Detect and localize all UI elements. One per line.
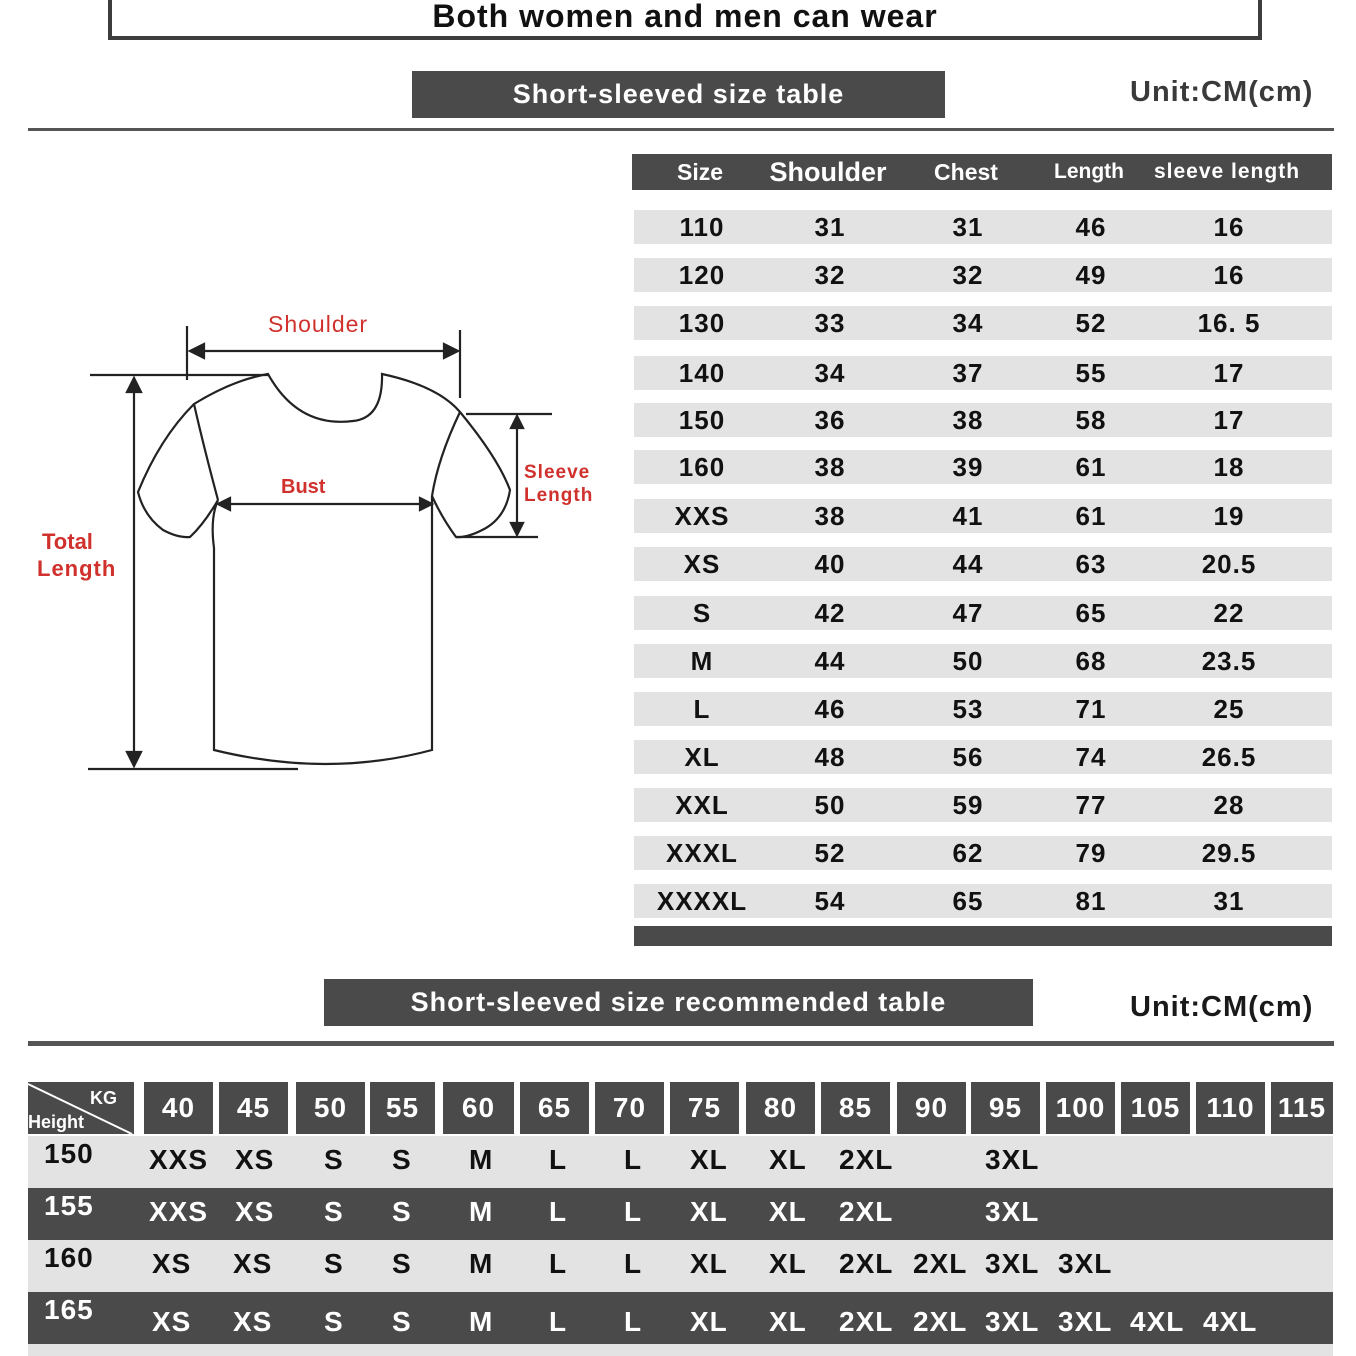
page-title: Both women and men can wear	[432, 0, 938, 34]
cell-chest: 44	[952, 548, 984, 579]
size-table-header	[632, 154, 1332, 190]
col-length: Length	[1054, 160, 1124, 183]
cell-chest: 41	[952, 500, 984, 531]
size-cell: XXS	[149, 1144, 209, 1175]
cell-sleeve: 25	[1213, 693, 1245, 724]
size-cell: S	[392, 1248, 412, 1279]
size-cell: M	[469, 1306, 494, 1337]
weight-header: 90	[897, 1082, 966, 1134]
cell-sleeve: 19	[1213, 500, 1245, 531]
table-row	[634, 547, 1332, 581]
col-shoulder: Shoulder	[769, 156, 887, 187]
size-cell: 3XL	[985, 1196, 1040, 1227]
size-table-footer-bar	[634, 926, 1332, 946]
size-cell: 4XL	[1130, 1306, 1185, 1337]
table-row	[634, 884, 1332, 918]
size-cell: 2XL	[913, 1248, 968, 1279]
cell-length: 77	[1075, 789, 1107, 820]
table-row	[634, 788, 1332, 822]
weight-header: 40	[144, 1082, 213, 1134]
size-cell: S	[392, 1306, 412, 1337]
weight-header: 85	[821, 1082, 890, 1134]
cell-length: 46	[1075, 211, 1107, 242]
size-cell: S	[324, 1144, 344, 1175]
cell-size: XXXXL	[656, 885, 748, 916]
size-cell: XL	[769, 1248, 807, 1279]
cell-chest: 65	[952, 885, 984, 916]
cell-size: S	[692, 597, 712, 628]
size-cell: L	[549, 1196, 568, 1227]
cell-sleeve: 17	[1213, 404, 1245, 435]
cell-size: L	[693, 693, 711, 724]
size-table-banner-label: Short-sleeved size table	[512, 79, 845, 109]
section-divider	[28, 128, 1334, 131]
cell-chest: 53	[952, 693, 984, 724]
size-cell: 2XL	[913, 1306, 968, 1337]
cell-shoulder: 38	[814, 500, 846, 531]
cell-shoulder: 46	[814, 693, 846, 724]
size-cell: XL	[690, 1196, 728, 1227]
row-height: 160	[44, 1242, 94, 1273]
size-cell: S	[324, 1248, 344, 1279]
size-cell: XS	[233, 1306, 273, 1337]
size-cell: 4XL	[1203, 1306, 1258, 1337]
size-cell: XL	[690, 1306, 728, 1337]
row-height: 165	[44, 1294, 94, 1325]
cell-sleeve: 31	[1213, 885, 1245, 916]
recommend-row	[28, 1136, 1333, 1188]
table-row	[634, 210, 1332, 244]
cell-length: 58	[1075, 404, 1107, 435]
size-cell: 2XL	[839, 1196, 894, 1227]
cell-length: 65	[1075, 597, 1107, 628]
cell-length: 63	[1075, 548, 1107, 579]
cell-shoulder: 40	[814, 548, 846, 579]
corner-header-cell	[28, 1082, 134, 1134]
cell-shoulder: 32	[814, 259, 846, 290]
cell-sleeve: 20.5	[1201, 548, 1257, 579]
cell-size: 130	[678, 307, 726, 338]
partial-next-row	[28, 1344, 1333, 1356]
size-cell: L	[549, 1306, 568, 1337]
cell-chest: 31	[952, 211, 984, 242]
cell-length: 52	[1075, 307, 1107, 338]
size-cell: S	[392, 1196, 412, 1227]
cell-length: 61	[1075, 451, 1107, 482]
bust-label: Bust	[281, 476, 326, 498]
size-table-banner	[412, 71, 945, 118]
size-cell: XXS	[149, 1196, 209, 1227]
recommend-table-banner-label: Short-sleeved size recommended table	[410, 987, 947, 1017]
cell-shoulder: 34	[814, 357, 846, 388]
size-cell: M	[469, 1144, 494, 1175]
weight-header: 60	[443, 1082, 514, 1134]
recommend-row	[28, 1292, 1333, 1344]
size-cell: XL	[769, 1306, 807, 1337]
row-height: 150	[44, 1138, 94, 1169]
cell-chest: 50	[952, 645, 984, 676]
size-table-unit: Unit:CM(cm)	[1130, 76, 1314, 108]
size-cell: 3XL	[1058, 1306, 1113, 1337]
size-cell: S	[324, 1306, 344, 1337]
cell-chest: 38	[952, 404, 984, 435]
weight-header: 75	[670, 1082, 739, 1134]
cell-length: 71	[1075, 693, 1107, 724]
cell-shoulder: 42	[814, 597, 846, 628]
col-sleeve-length: sleeve length	[1153, 160, 1301, 183]
row-height: 155	[44, 1190, 94, 1221]
table-row	[634, 836, 1332, 870]
table-row	[634, 403, 1332, 437]
size-cell: XL	[769, 1196, 807, 1227]
cell-shoulder: 54	[814, 885, 846, 916]
cell-shoulder: 36	[814, 404, 846, 435]
table-row	[634, 644, 1332, 678]
sleeve-label-line1: Sleeve	[524, 462, 591, 483]
cell-chest: 39	[952, 451, 984, 482]
table-row	[634, 596, 1332, 630]
weight-header: 55	[370, 1082, 435, 1134]
cell-sleeve: 18	[1213, 451, 1245, 482]
cell-shoulder: 48	[814, 741, 846, 772]
cell-shoulder: 52	[814, 837, 846, 868]
size-cell: XS	[152, 1306, 192, 1337]
size-cell: L	[549, 1144, 568, 1175]
recommend-table-unit: Unit:CM(cm)	[1130, 991, 1314, 1023]
weight-header: 65	[520, 1082, 589, 1134]
size-cell: L	[549, 1248, 568, 1279]
cell-size: XL	[684, 741, 720, 772]
cell-sleeve: 28	[1213, 789, 1245, 820]
size-cell: L	[624, 1306, 643, 1337]
cell-size: M	[690, 645, 714, 676]
weight-header: 45	[219, 1082, 288, 1134]
cell-length: 81	[1075, 885, 1107, 916]
size-cell: XS	[233, 1248, 273, 1279]
size-cell: L	[624, 1248, 643, 1279]
cell-sleeve: 29.5	[1201, 837, 1257, 868]
cell-sleeve: 16. 5	[1197, 307, 1261, 338]
cell-length: 55	[1075, 357, 1107, 388]
cell-chest: 56	[952, 741, 984, 772]
tshirt-diagram	[28, 318, 608, 788]
cell-sleeve: 23.5	[1201, 645, 1257, 676]
cell-sleeve: 16	[1213, 211, 1245, 242]
cell-size: XXXL	[666, 837, 738, 868]
weight-header: 105	[1121, 1082, 1190, 1134]
size-cell: S	[324, 1196, 344, 1227]
cell-sleeve: 22	[1213, 597, 1245, 628]
title-box	[108, 0, 1262, 40]
table-row	[634, 258, 1332, 292]
size-cell: 2XL	[839, 1144, 894, 1175]
weight-header: 115	[1271, 1082, 1333, 1134]
size-cell: XL	[690, 1144, 728, 1175]
cell-size: 150	[678, 404, 726, 435]
cell-chest: 47	[952, 597, 984, 628]
size-cell: XL	[769, 1144, 807, 1175]
size-cell: 2XL	[839, 1306, 894, 1337]
section-divider	[28, 1041, 1334, 1046]
size-cell: XS	[152, 1248, 192, 1279]
cell-length: 49	[1075, 259, 1107, 290]
size-cell: XL	[690, 1248, 728, 1279]
size-cell: S	[392, 1144, 412, 1175]
cell-sleeve: 17	[1213, 357, 1245, 388]
size-cell: XS	[235, 1144, 275, 1175]
table-row	[634, 450, 1332, 484]
sleeve-label-line2: Length	[524, 485, 594, 506]
size-cell: 3XL	[1058, 1248, 1113, 1279]
shoulder-label: Shoulder	[268, 311, 369, 337]
cell-sleeve: 16	[1213, 259, 1245, 290]
cell-size: 140	[678, 357, 726, 388]
size-cell: 3XL	[985, 1144, 1040, 1175]
recommend-row	[28, 1240, 1333, 1292]
cell-shoulder: 31	[814, 211, 846, 242]
cell-size: 120	[678, 259, 726, 290]
size-cell: XS	[235, 1196, 275, 1227]
cell-chest: 59	[952, 789, 984, 820]
cell-size: XXL	[675, 789, 729, 820]
cell-sleeve: 26.5	[1201, 741, 1257, 772]
size-cell: 2XL	[839, 1248, 894, 1279]
table-row	[634, 499, 1332, 533]
cell-length: 79	[1075, 837, 1107, 868]
cell-size: XS	[683, 548, 721, 579]
table-row	[634, 356, 1332, 390]
table-row	[634, 692, 1332, 726]
size-cell: M	[469, 1248, 494, 1279]
corner-kg-label: KG	[90, 1088, 117, 1108]
recommend-row	[28, 1188, 1333, 1240]
col-size: Size	[676, 158, 724, 185]
cell-size: 110	[679, 211, 725, 242]
table-row	[634, 740, 1332, 774]
col-chest: Chest	[934, 158, 998, 185]
cell-chest: 37	[952, 357, 984, 388]
cell-size: 160	[678, 451, 726, 482]
cell-length: 74	[1075, 741, 1107, 772]
size-cell: 3XL	[985, 1306, 1040, 1337]
weight-header: 100	[1046, 1082, 1115, 1134]
cell-length: 61	[1075, 500, 1107, 531]
cell-shoulder: 44	[814, 645, 846, 676]
cell-chest: 32	[952, 259, 984, 290]
size-cell: 3XL	[985, 1248, 1040, 1279]
weight-header: 95	[971, 1082, 1040, 1134]
cell-chest: 62	[952, 837, 984, 868]
weight-header: 80	[746, 1082, 815, 1134]
corner-height-label: Height	[28, 1112, 84, 1132]
table-row	[634, 306, 1332, 340]
total-label-line2: Length	[37, 556, 117, 581]
total-label-line1: Total	[42, 529, 93, 554]
cell-size: XXS	[674, 500, 730, 531]
recommend-table-banner	[324, 979, 1033, 1026]
weight-header: 110	[1196, 1082, 1265, 1134]
size-cell: L	[624, 1144, 643, 1175]
cell-chest: 34	[952, 307, 984, 338]
size-cell: M	[469, 1196, 494, 1227]
cell-shoulder: 38	[814, 451, 846, 482]
tshirt-outline	[138, 374, 510, 764]
weight-header: 50	[296, 1082, 365, 1134]
size-cell: L	[624, 1196, 643, 1227]
cell-length: 68	[1075, 645, 1107, 676]
weight-header: 70	[595, 1082, 664, 1134]
cell-shoulder: 50	[814, 789, 846, 820]
cell-shoulder: 33	[814, 307, 846, 338]
